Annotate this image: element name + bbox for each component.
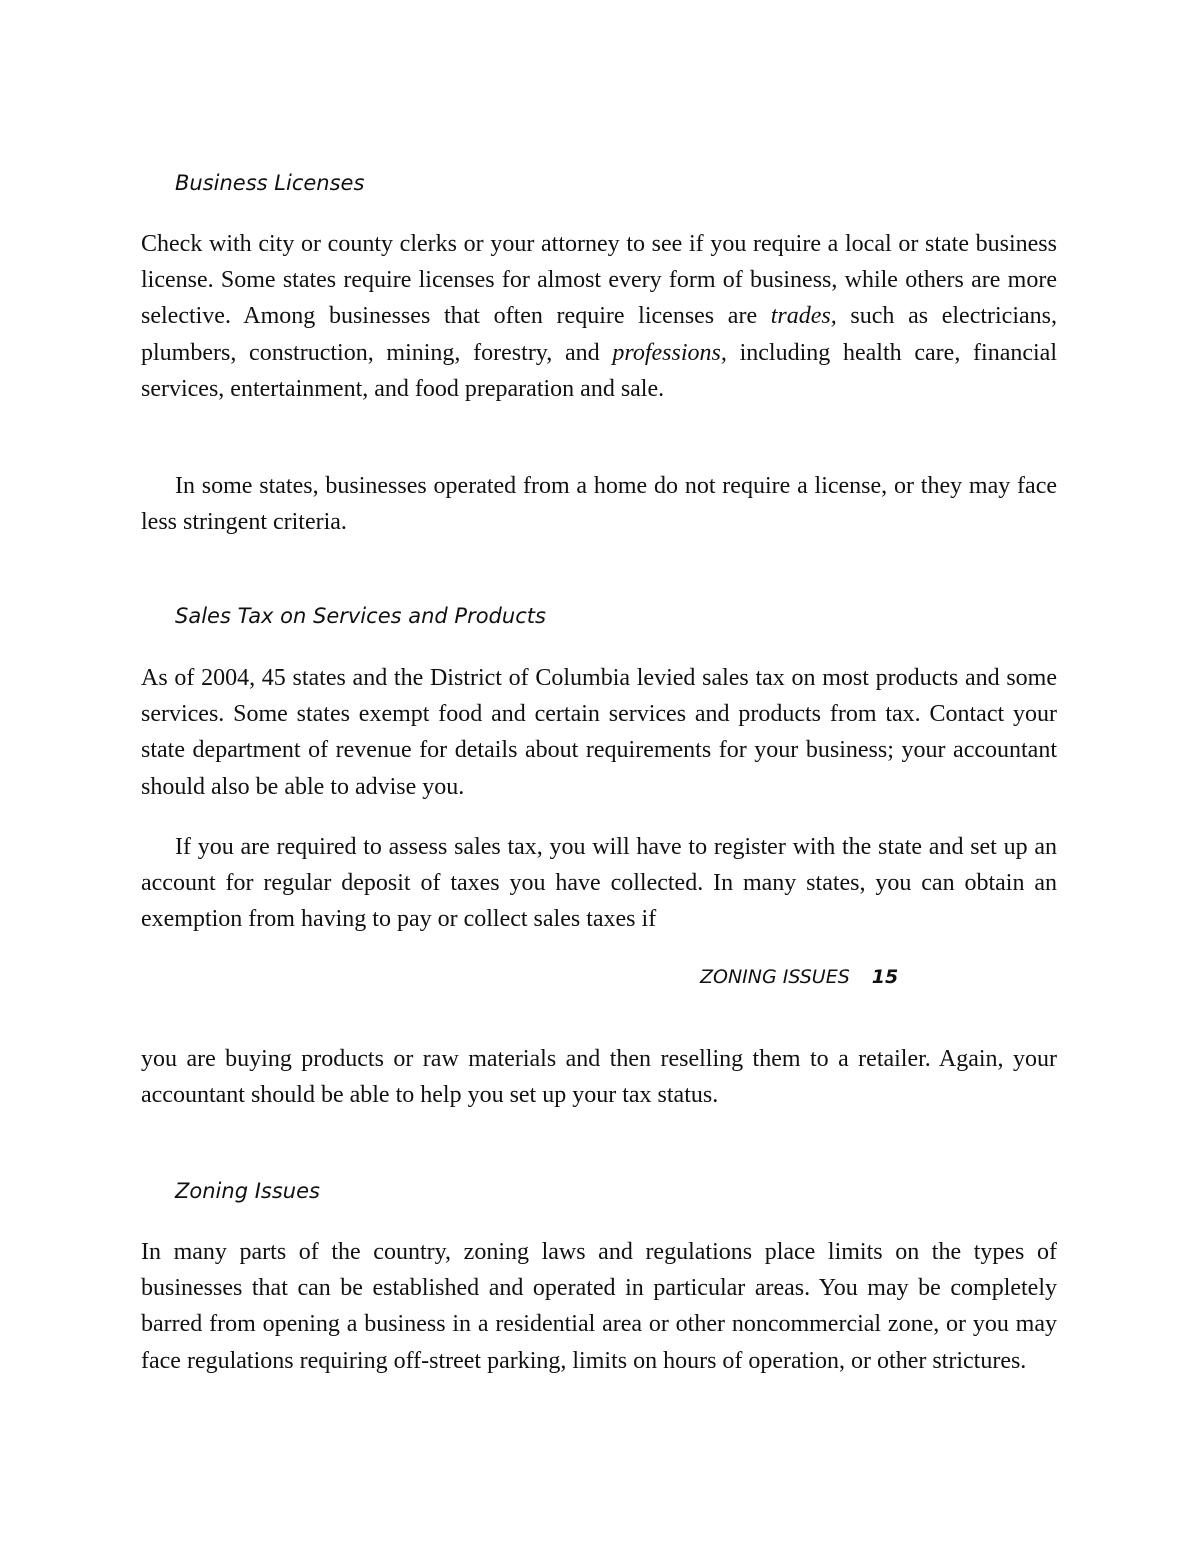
running-title: ZONING ISSUES (700, 966, 850, 988)
paragraph-continuation: you are buying products or raw materials and then reselling them to a retailer. Again, your accountant should be able to help you set up your tax status. (141, 1046, 1057, 1109)
heading-zoning-issues: Zoning Issues (175, 1179, 320, 1203)
text-run: such as electricians, plumbers, construction, mining, forestry, and (141, 303, 1057, 366)
text-run: including health care, financial services, entertainment, and food preparation and sale. (141, 339, 1058, 402)
page-number: 15 (871, 966, 899, 988)
paragraph-sales-tax-2: If you are required to assess sales tax, you will have to register with the state and set up an account for regular deposit of taxes you have collected. In many states, you can obtain an exemption from having to pay or collect sales taxes if (141, 834, 1057, 933)
text-run: Check with city or county clerks or your attorney to see if you require a local or state business license. Some states require licenses for almost every form of business, while others are more selective. Among businesses that often require licenses are (141, 231, 1057, 330)
paragraph-zoning-1: In many parts of the country, zoning laws and regulations place limits on the types of businesses that can be established and operated in particular areas. You may be completely barred from opening a business in a residential area or other noncommercial zone, or you may face regulations requiring off-street parking, limits on hours of operation, or other strictures. (141, 1239, 1057, 1374)
emphasis-professions: professions, (612, 339, 727, 366)
paragraph-business-licenses-1 (141, 226, 1057, 407)
page-footer (700, 966, 898, 988)
heading-sales-tax: Sales Tax on Services and Products (175, 604, 546, 628)
paragraph-sales-tax-1: As of 2004, 45 states and the District of Columbia levied sales tax on most products and some services. Some states exempt food and certain services and products from tax. Contact your state department of revenue for details about requirements for your business; your accountant should also be able to advise you. (141, 665, 1057, 800)
heading-business-licenses: Business Licenses (175, 171, 365, 195)
paragraph-business-licenses-2: In some states, businesses operated from a home do not require a license, or they may face less stringent criteria. (141, 473, 1057, 536)
emphasis-trades: trades, (770, 303, 837, 330)
